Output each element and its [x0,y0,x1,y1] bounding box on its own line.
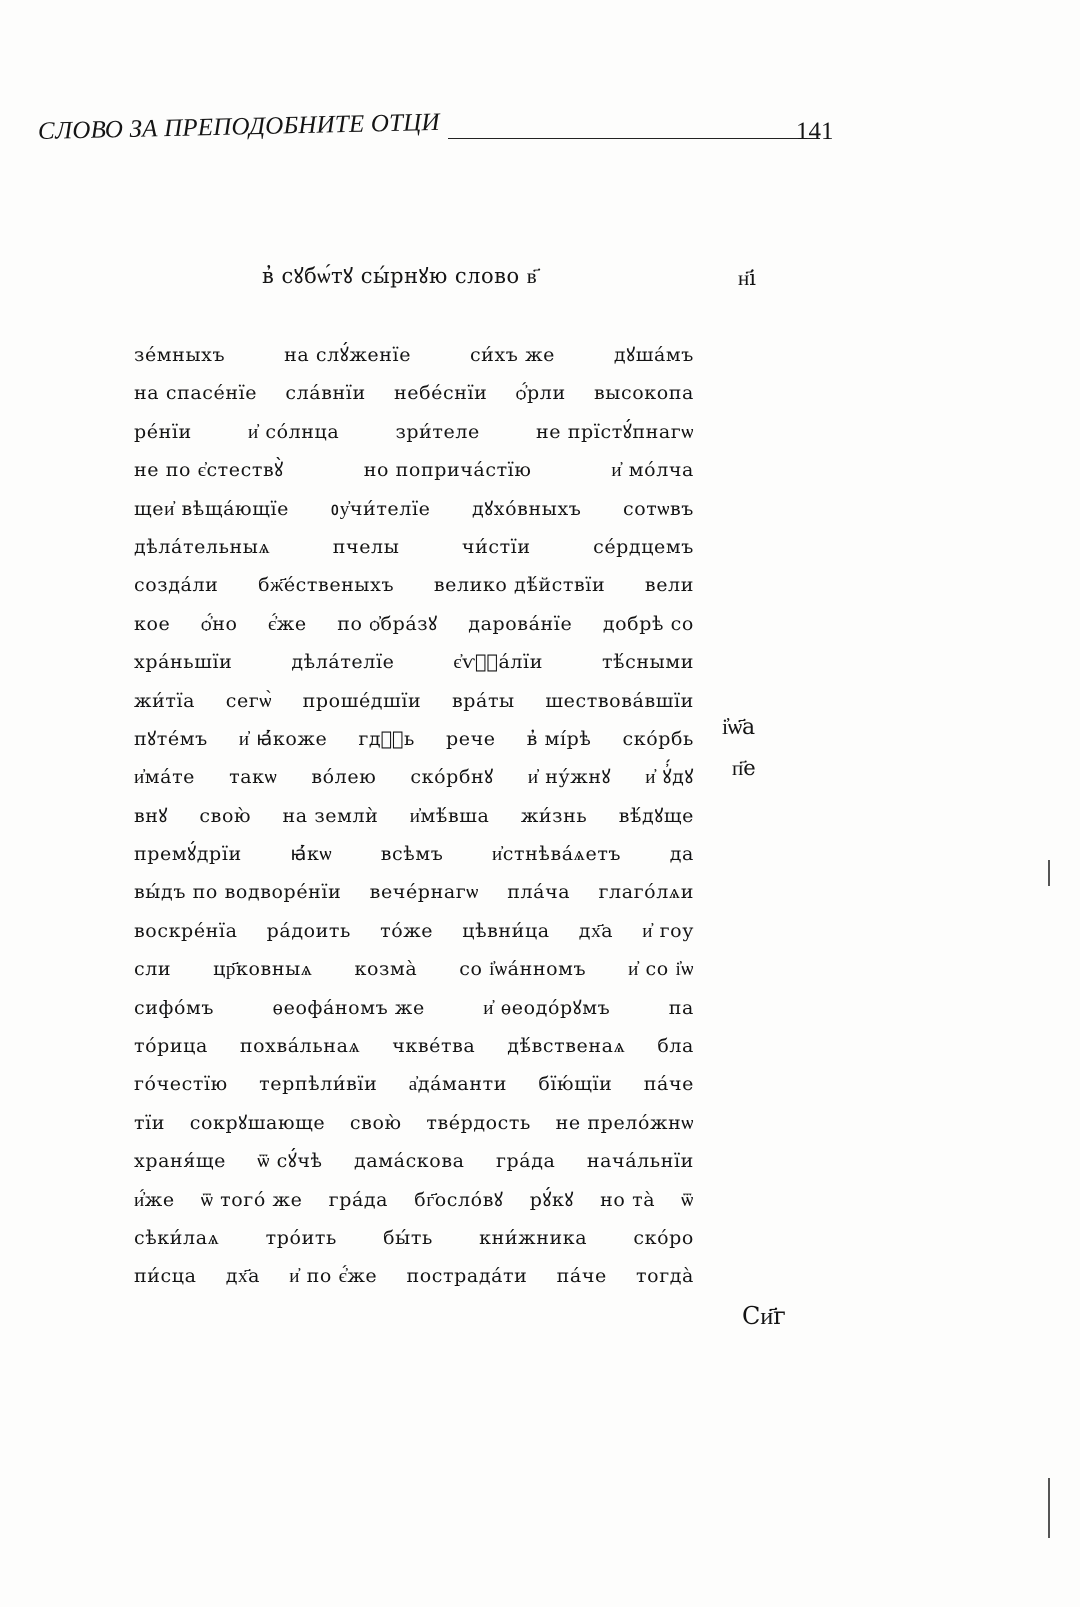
text-word: є҆ѵⷢ҇а́лїи [453,651,543,674]
text-line [134,490,694,528]
text-word: па [668,996,694,1019]
text-word: и҆ мо́лча [611,459,694,482]
text-word: и҆мѣ́вша [409,804,490,827]
text-word: вече́рнагѡ [369,881,479,904]
text-word: тогда̀ [636,1265,694,1288]
text-word: и҆ со і҆ѡ [628,958,694,981]
text-word: нача́льнїи [586,1150,694,1173]
text-word: ᲂу҆чи́телїе [330,497,431,520]
text-line [134,950,694,988]
text-word: жи́знь [520,804,588,827]
text-word: пи́сца [134,1265,197,1288]
text-line [134,797,694,835]
text-word: се́рдцемъ [593,535,694,558]
text-line [134,1104,694,1142]
text-word: вели [644,574,694,597]
text-line [134,566,694,604]
text-word: бы́ть [383,1226,433,1249]
text-line [134,758,694,796]
text-word: кни́жника [479,1226,588,1249]
text-word: ѿ [681,1188,694,1211]
text-word: свою̀ [199,804,252,827]
text-word: гра́да [495,1150,556,1173]
text-word: па́че [556,1265,607,1288]
text-word: хра́ньшїи [134,651,233,674]
text-word: в̓ мі́рѣ [526,727,592,750]
text-word: тро́ить [265,1226,337,1249]
text-word: бїю́щїи [538,1073,613,1096]
text-word: гдⷭ҇ь [358,727,415,750]
text-line [134,1065,694,1103]
text-word: ѳеофа́номъ же [272,996,425,1019]
text-word: на землѝ [282,804,379,827]
text-word: пꙋте́мъ [134,727,208,750]
text-word: и҆ по є҆́же [289,1265,378,1288]
catchword: Си҃г [742,1302,786,1330]
text-word: сифо́мъ [134,996,215,1019]
text-word: бла [657,1035,694,1058]
text-word: и҆́же [134,1188,175,1211]
marginal-note-middle-second: п҃е [732,756,756,780]
header-rule [448,138,820,139]
text-word: тїи [134,1111,166,1134]
text-word: дꙋхо́вныхъ [472,497,582,520]
text-line [134,1181,694,1219]
text-word: но поприча́стїю [363,459,532,482]
text-line [134,643,694,681]
text-word: премꙋ́дрїи [134,843,242,866]
text-word: ско́ро [633,1226,694,1249]
text-word: си́хъ же [469,344,556,366]
text-word: не по є҆стествꙋ̀ [134,459,284,482]
text-word: и҆ ну́жнꙋ [527,766,612,789]
text-word: дарова́нїе [468,612,573,635]
text-word: тве́рдость [426,1111,531,1134]
page-number: 141 [796,118,834,145]
text-word: козма̀ [354,958,418,981]
text-word: со і҆ѡа́нномъ [459,958,587,981]
text-word: зри́теле [395,420,480,443]
text-word: пла́ча [507,881,571,904]
text-word: проше́дшїи [302,689,422,712]
text-word: вѣ́дꙋще [618,804,694,827]
text-word: є҆́же [268,612,307,635]
text-word: ѻ҆́но [200,612,238,635]
text-word: на спасе́нїе [134,382,258,405]
text-word: да [669,843,694,866]
text-word: терпѣли́вїи [259,1073,378,1096]
text-word: цр҃ковныѧ [213,958,313,981]
text-line [134,605,694,643]
text-word: ѿ сꙋ́чѣ [257,1150,323,1173]
running-title: СЛОВО ЗА ПРЕПОДОБНИТЕ ОТЦИ [37,108,441,145]
text-word: не прело́жнѡ [555,1111,694,1134]
text-word: созда́ли [134,574,219,597]
text-word: небе́снїи [393,382,488,405]
text-word: ꙗ҆́кѡ [290,843,333,866]
marginal-note-top: н҃і [738,266,756,290]
text-word: бж҃е́ственыхъ [258,574,395,597]
text-word: то́же [380,919,434,942]
text-word: ра́доить [266,919,351,942]
text-word: глаго́лѧи [598,881,694,904]
text-word: и҆ со́лнца [247,420,340,443]
text-line [134,336,694,374]
text-word: бг҃осло́вꙋ [414,1188,504,1211]
text-word: не прїстꙋ́пнагѡ [536,420,694,443]
text-word: дѣ́вственаѧ [507,1035,626,1058]
running-head [37,108,838,162]
text-word: и҆ ꙗ҆́коже [238,727,328,750]
text-line [134,1219,694,1257]
text-word: и҆ гоу [642,919,694,942]
text-word: щеи҆ вѣща́ющїе [134,497,289,520]
text-word: но та̀ [600,1188,656,1211]
text-word: тѣ́сными [601,651,694,674]
text-line [134,1257,694,1295]
main-text-block [134,336,694,1296]
marginal-note-middle: і҆ѡ҃а [722,715,756,740]
text-word: дх҃а [225,1265,261,1288]
text-word: дх҃а [578,919,614,942]
text-line [134,374,694,412]
text-word: по ѻ҆бра́зꙋ [337,612,438,635]
text-line [134,1027,694,1065]
text-line [134,682,694,720]
text-word: и҆ ꙋ҆́дꙋ [645,766,694,789]
text-word: во́лею [311,766,377,789]
text-word: добрѣ со [602,612,694,635]
page-edge-mark [1048,1478,1050,1538]
text-word: ѿ того́ же [200,1188,303,1211]
text-word: похва́льнаѧ [239,1035,361,1058]
text-word: сотѡвъ [622,497,694,520]
text-line [134,873,694,911]
text-word: сѣки́лаѧ [134,1226,220,1249]
text-word: сли [134,958,172,981]
text-word: кое [134,612,171,635]
text-word: рꙋ́кꙋ [529,1188,574,1211]
text-word: дѣла́телїе [291,651,395,674]
text-word: велико дѣ́йствїи [433,574,606,597]
text-word: дѣла́тельныѧ [134,535,271,558]
text-word: а҆да́манти [408,1073,507,1096]
text-line [134,1142,694,1180]
text-word: и҆ ѳеодо́рꙋмъ [483,996,611,1019]
text-line [134,528,694,566]
text-word: и҆стнѣва́ѧетъ [492,843,622,866]
text-word: внꙋ [134,804,169,827]
text-word: храня́ще [134,1150,226,1173]
text-word: дꙋша́мъ [613,344,694,366]
text-word: дама́скова [354,1150,465,1173]
text-word: на слꙋ́женїе [284,344,412,366]
text-word: сла́внїи [285,382,366,405]
text-word: всѣмъ [380,843,444,866]
page-edge-mark [1048,860,1050,886]
text-word: чи́стїи [461,535,531,558]
text-line [134,451,694,489]
text-word: жи́тїа [134,689,196,712]
text-word: пчелы [332,535,400,558]
text-word: чкве́тва [392,1035,476,1058]
text-word: вра́ты [451,689,515,712]
text-word: такѡ [229,766,278,789]
text-word: го́честїю [134,1073,228,1096]
text-line [134,413,694,451]
text-word: ѻ҆́рли [515,382,566,405]
text-word: ско́рбнꙋ [410,766,494,789]
text-word: зе́мныхъ [134,344,226,366]
text-word: высокопа [593,382,694,405]
text-word: и҆ма́те [134,766,196,789]
text-word: свою̀ [349,1111,402,1134]
text-line [134,912,694,950]
text-word: то́рица [134,1035,208,1058]
text-word: сегѡ̀ [225,689,272,712]
text-line [134,720,694,758]
text-word: ре́нїи [134,420,192,443]
text-line [134,989,694,1027]
text-word: гра́да [328,1188,389,1211]
text-word: шествова́вшїи [545,689,694,712]
section-heading: в̓ сꙋбѡ́тꙋ сы́рнꙋю слово в҃ [262,264,538,288]
text-word: сокрꙋшающе [189,1111,326,1134]
text-word: рече [445,727,496,750]
text-word: воскре́нїа [134,919,238,942]
text-word: цѣвни́ца [462,919,550,942]
text-word: вы́дъ по водворе́нїи [134,881,342,904]
text-word: па́че [643,1073,694,1096]
text-word: пострада́ти [406,1265,528,1288]
text-word: ско́рбь [622,727,694,750]
text-line [134,835,694,873]
